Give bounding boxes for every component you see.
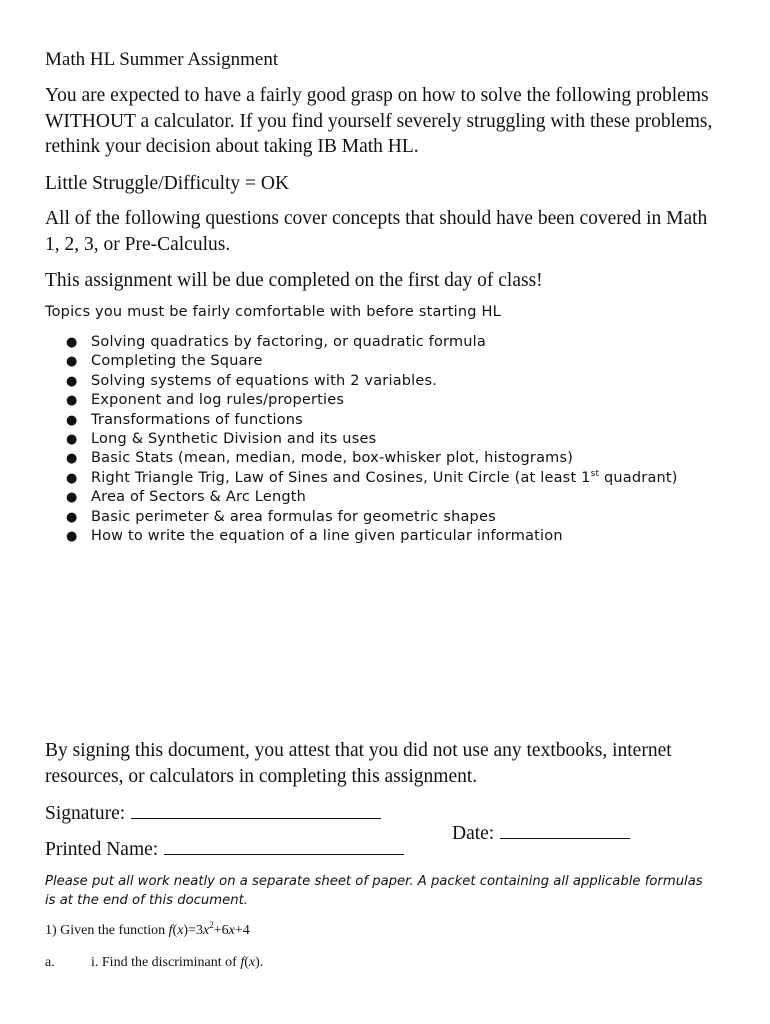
bullet-icon: ● — [66, 529, 78, 545]
bullet-icon: ● — [66, 373, 78, 389]
function-name: f — [168, 923, 173, 938]
bullet-icon: ● — [66, 393, 78, 409]
topic-label: Exponent and log rules/properties — [91, 392, 345, 409]
bullet-icon: ● — [66, 354, 78, 370]
part-a-prompt: i. Find the discriminant of — [91, 955, 241, 970]
part-label: a. — [45, 955, 55, 970]
printed-name-field[interactable] — [164, 836, 404, 855]
paren-open: ( — [172, 923, 178, 938]
signature-field[interactable] — [131, 800, 381, 819]
ordinal-superscript: st — [590, 468, 600, 479]
bullet-icon: ● — [66, 451, 78, 467]
topic-label: Long & Synthetic Division and its uses — [91, 431, 377, 448]
topic-label: Solving quadratics by factoring, or quadratic formula — [91, 334, 486, 350]
topic-label: Completing the Square — [91, 353, 263, 370]
list-item — [45, 352, 678, 371]
date-row — [452, 820, 630, 846]
list-item — [45, 391, 678, 410]
variable: x — [177, 923, 184, 938]
question-1 — [45, 921, 250, 941]
topic-label: Transformations of functions — [91, 411, 303, 428]
topics-heading: Topics you must be fairly comfortable with before starting HL — [45, 304, 501, 320]
bullet-icon: ● — [66, 509, 78, 525]
list-item — [45, 449, 678, 468]
bullet-icon: ● — [66, 432, 78, 448]
signature-label: Signature: — [45, 803, 126, 824]
concepts-paragraph: All of the following questions cover concepts that should have been covered in Math 1, 2, 3, or Pre-Calculus. — [45, 208, 708, 255]
topic-label: How to write the equation of a line given particular information — [91, 528, 563, 545]
printed-name-row — [45, 836, 404, 862]
bullet-icon: ● — [66, 335, 78, 350]
topic-label-suffix: quadrant) — [599, 469, 678, 486]
paren-open: ( — [244, 955, 249, 970]
date-field[interactable] — [500, 820, 630, 839]
document-title: Math HL Summer Assignment — [45, 49, 279, 70]
list-item — [45, 508, 678, 527]
variable: x — [228, 923, 235, 938]
list-item — [45, 469, 678, 488]
list-item — [45, 333, 678, 352]
bullet-icon: ● — [66, 470, 78, 486]
variable: x — [248, 955, 256, 970]
bullet-icon: ● — [66, 490, 78, 506]
exponent: 2 — [209, 920, 214, 930]
topic-label: Solving systems of equations with 2 variables. — [91, 372, 438, 389]
signature-row — [45, 800, 381, 826]
bullet-icon: ● — [66, 412, 78, 428]
list-item — [45, 488, 678, 507]
due-date-note: This assignment will be due completed on the first day of class! — [45, 270, 543, 291]
printed-name-label: Printed Name: — [45, 839, 159, 860]
signing-statement: By signing this document, you attest that you did not use any textbooks, internet resources, or calculators in completing this assignment. — [45, 740, 672, 787]
list-item — [45, 527, 678, 546]
variable: x — [203, 923, 210, 938]
equation-part: +6 — [213, 923, 229, 938]
topic-label: Basic Stats (mean, median, mode, box-whisker plot, histograms) — [91, 450, 574, 467]
struggle-note: Little Struggle/Difficulty = OK — [45, 173, 290, 194]
intro-paragraph: You are expected to have a fairly good grasp on how to solve the following problems WITHOUT a calculator. If you find yourself severely struggling with these problems, rethink your decision about taking IB Math HL. — [45, 85, 713, 157]
list-item — [45, 372, 678, 391]
topic-label: Area of Sectors & Arc Length — [91, 489, 307, 506]
part-a-text — [91, 953, 263, 973]
topics-list — [45, 333, 678, 546]
function-name: f — [240, 955, 245, 970]
topic-label: Basic perimeter & area formulas for geometric shapes — [91, 508, 496, 525]
period: . — [259, 955, 264, 970]
date-label: Date: — [452, 822, 495, 844]
equation-part: +4 — [234, 923, 250, 938]
equation-part: =3 — [188, 923, 203, 938]
topic-label: Right Triangle Trig, Law of Sines and Cosines, Unit Circle (at least 1 — [91, 469, 591, 486]
list-item — [45, 411, 678, 430]
paren-close: ) — [183, 923, 189, 938]
paren-close: ) — [255, 955, 260, 970]
question-1-prefix: 1) Given the function — [45, 923, 169, 938]
work-instructions: Please put all work neatly on a separate sheet of paper. A packet containing all applicable formulas is at the end of this document. — [45, 874, 703, 908]
list-item — [45, 430, 678, 449]
